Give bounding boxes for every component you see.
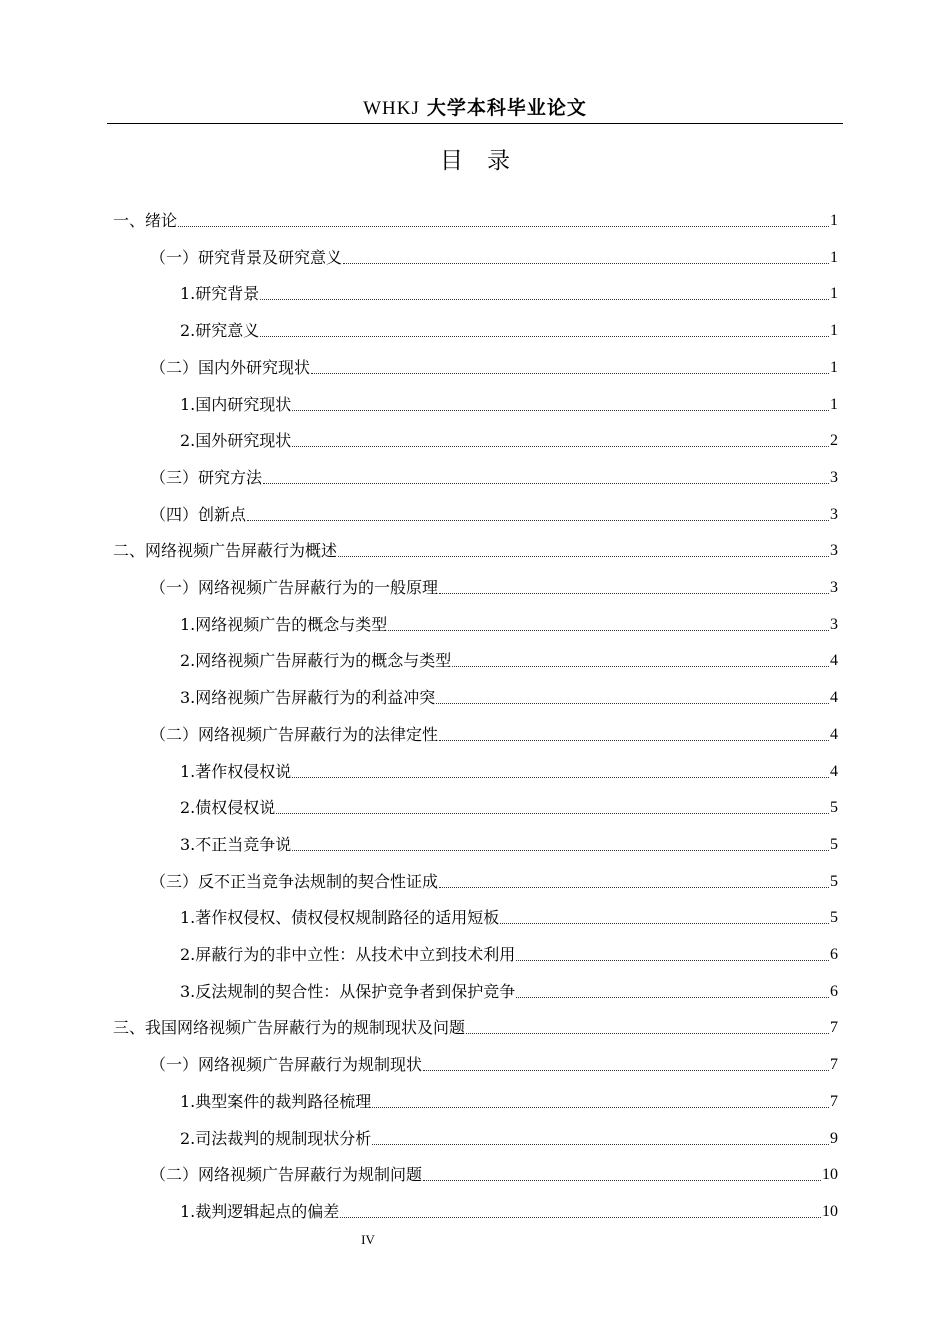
toc-dot-leader [439, 592, 829, 594]
header-title: 大学本科毕业论文 [426, 97, 587, 119]
toc-dot-leader [423, 1179, 821, 1181]
toc-entry-page: 5 [830, 909, 838, 927]
toc-dot-leader [247, 519, 829, 521]
toc-entry-level-3[interactable] [180, 428, 838, 454]
toc-entry-level-3[interactable] [180, 281, 838, 307]
toc-entry-level-2[interactable] [150, 245, 838, 271]
toc-entry-page: 1 [830, 322, 838, 340]
toc-entry-label: 二、网络视频广告屏蔽行为概述 [113, 541, 338, 561]
toc-entry-page: 4 [830, 762, 838, 780]
toc-title: 目录 [440, 148, 534, 174]
toc-entry-label: 1.著作权侵权说 [180, 761, 292, 781]
toc-entry-level-3[interactable] [180, 795, 838, 821]
toc-entry-label: 1.网络视频广告的概念与类型 [180, 614, 388, 634]
toc-entry-label: 3.反法规制的契合性：从保护竞争者到保护竞争 [180, 981, 516, 1001]
toc-entry-level-3[interactable] [180, 905, 838, 931]
toc-entry-page: 3 [830, 468, 838, 486]
toc-dot-leader [260, 335, 829, 337]
toc-entry-page: 6 [830, 946, 838, 963]
toc-entry-label: （三）研究方法 [150, 467, 263, 487]
toc-entry-label: 3.不正当竞争说 [180, 834, 292, 854]
toc-entry-level-3[interactable] [180, 1126, 838, 1152]
toc-entry-page: 1 [830, 358, 838, 376]
toc-entry-label: （三）反不正当竞争法规制的契合性证成 [150, 871, 439, 891]
toc-dot-leader [276, 812, 829, 814]
toc-entry-label: （一）研究背景及研究意义 [150, 247, 343, 267]
toc-dot-leader [338, 555, 829, 557]
toc-entry-label: 1.研究背景 [180, 284, 260, 304]
toc-entry-page: 7 [830, 1056, 838, 1074]
toc-dot-leader [260, 298, 829, 300]
toc-entry-label: 2.国外研究现状 [180, 431, 292, 451]
toc-entry-page: 3 [830, 542, 838, 560]
toc-entry-level-3[interactable] [180, 648, 838, 674]
toc-entry-level-3[interactable] [180, 1199, 838, 1225]
toc-entry-level-3[interactable] [180, 685, 838, 711]
toc-dot-leader [340, 1216, 821, 1218]
toc-entry-page: 2 [830, 432, 838, 450]
toc-entry-level-2[interactable] [150, 355, 838, 381]
toc-entry-level-2[interactable] [150, 502, 838, 528]
page-header [107, 93, 843, 123]
toc-entry-page: 3 [830, 615, 838, 633]
header-divider [107, 123, 843, 124]
toc-entry-page: 10 [822, 1202, 838, 1220]
toc-dot-leader [343, 262, 829, 264]
toc-entry-label: （二）网络视频广告屏蔽行为的法律定性 [150, 724, 439, 744]
toc-entry-page: 6 [830, 982, 838, 1000]
toc-entry-label: 三、我国网络视频广告屏蔽行为的规制现状及问题 [113, 1018, 466, 1038]
toc-entry-page: 9 [830, 1129, 838, 1147]
toc-entry-label: 1.国内研究现状 [180, 394, 292, 414]
toc-entry-page: 4 [830, 725, 838, 743]
toc-entry-level-2[interactable] [150, 722, 838, 748]
toc-entry-page: 7 [830, 1092, 838, 1110]
page-number: IV [361, 1232, 375, 1247]
toc-entry-level-2[interactable] [150, 869, 838, 895]
toc-entry-level-3[interactable] [180, 318, 838, 344]
toc-entry-level-3[interactable] [180, 1089, 838, 1115]
toc-entry-level-2[interactable] [150, 1162, 838, 1188]
toc-entry-label: （四）创新点 [150, 504, 247, 524]
toc-entry-label: 1.著作权侵权、债权侵权规制路径的适用短板 [180, 908, 500, 928]
toc-entry-label: 一、绪论 [113, 211, 178, 230]
toc-entry-level-2[interactable] [150, 1052, 838, 1078]
toc-dot-leader [439, 886, 829, 888]
toc-dot-leader [311, 372, 829, 374]
toc-entry-page: 1 [830, 212, 838, 229]
toc-entry-label: （二）国内外研究现状 [150, 357, 311, 377]
toc-entry-level-3[interactable] [180, 612, 838, 638]
toc-entry-page: 4 [830, 652, 838, 670]
toc-dot-leader [178, 225, 829, 227]
toc-dot-leader [516, 959, 829, 961]
toc-entry-page: 1 [830, 248, 838, 266]
toc-entry-level-3[interactable] [180, 759, 838, 785]
toc-entry-level-1[interactable] [113, 538, 838, 564]
toc-entry-page: 7 [830, 1019, 838, 1037]
toc-entry-level-3[interactable] [180, 942, 838, 968]
toc-dot-leader [452, 665, 829, 667]
toc-dot-leader [372, 1143, 829, 1145]
toc-entry-page: 5 [830, 799, 838, 817]
toc-entry-label: 2.研究意义 [180, 321, 260, 341]
toc-entry-label: 1.典型案件的裁判路径梳理 [180, 1091, 372, 1111]
toc-entry-label: （二）网络视频广告屏蔽行为规制问题 [150, 1165, 423, 1185]
toc-dot-leader [436, 702, 829, 704]
toc-dot-leader [516, 996, 829, 998]
toc-dot-leader [263, 482, 829, 484]
toc-entry-page: 5 [830, 872, 838, 890]
toc-entry-label: 2.司法裁判的规制现状分析 [180, 1128, 372, 1148]
toc-entry-level-1[interactable] [113, 1015, 838, 1041]
header-prefix: WHKJ [363, 98, 420, 119]
toc-dot-leader [439, 739, 829, 741]
toc-dot-leader [292, 849, 829, 851]
toc-entry-level-3[interactable] [180, 832, 838, 858]
toc-entry-page: 5 [830, 835, 838, 853]
toc-entry-page: 10 [822, 1166, 838, 1184]
toc-entry-label: 2.债权侵权说 [180, 798, 276, 818]
toc-entry-label: （一）网络视频广告屏蔽行为的一般原理 [150, 578, 439, 597]
toc-entry-level-1[interactable] [113, 208, 838, 234]
toc-dot-leader [372, 1106, 829, 1108]
toc-entry-page: 1 [830, 285, 838, 303]
toc-dot-leader [388, 629, 829, 631]
toc-dot-leader [423, 1069, 829, 1071]
toc-entry-label: 2.网络视频广告屏蔽行为的概念与类型 [180, 651, 452, 671]
toc-dot-leader [500, 922, 829, 924]
toc-entry-level-2[interactable] [150, 465, 838, 491]
toc-entry-page: 3 [830, 579, 838, 596]
toc-entry-label: 1.裁判逻辑起点的偏差 [180, 1201, 340, 1221]
toc-dot-leader [466, 1032, 829, 1034]
toc-entry-level-2[interactable] [150, 575, 838, 601]
toc-dot-leader [292, 445, 829, 447]
toc-entry-label: 2.屏蔽行为的非中立性：从技术中立到技术利用 [180, 945, 516, 964]
toc-entry-page: 3 [830, 505, 838, 523]
toc-dot-leader [292, 776, 829, 778]
toc-entry-label: （一）网络视频广告屏蔽行为规制现状 [150, 1055, 423, 1075]
toc-entry-page: 4 [830, 689, 838, 707]
toc-entry-page: 1 [830, 395, 838, 413]
toc-entry-level-3[interactable] [180, 392, 838, 418]
toc-entry-label: 3.网络视频广告屏蔽行为的利益冲突 [180, 688, 436, 708]
toc-entry-level-3[interactable] [180, 979, 838, 1005]
toc-dot-leader [292, 409, 829, 411]
